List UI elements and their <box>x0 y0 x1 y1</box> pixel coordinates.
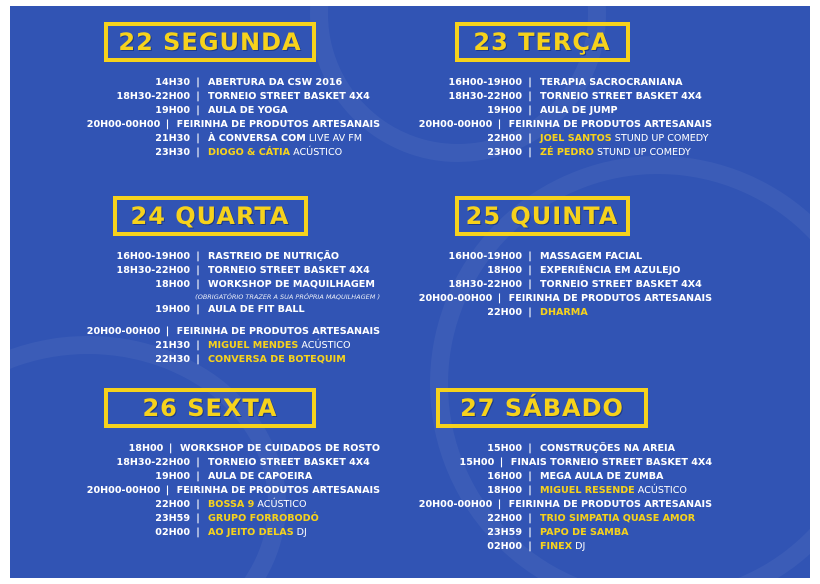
event-time: 20H00-00H00 <box>86 119 161 130</box>
event-row <box>40 484 380 498</box>
event-genre: LIVE AV FM <box>305 133 363 144</box>
event-genre: DJ <box>572 541 586 552</box>
event-time: 22H00 <box>487 513 522 524</box>
day-segunda <box>40 22 380 160</box>
event-row <box>372 512 712 526</box>
event-time: 20H00-00H00 <box>418 293 493 304</box>
event-title: FINAIS TORNEIO STREET BASKET 4X4 <box>510 457 712 468</box>
event-time: 18H00 <box>487 485 522 496</box>
event-time: 22H30 <box>155 354 190 365</box>
event-artist: MIGUEL MENDES <box>208 340 299 351</box>
event-activity <box>202 90 370 104</box>
event-row <box>40 442 380 456</box>
day-sabado <box>372 388 712 554</box>
event-row <box>372 76 712 90</box>
event-note <box>40 292 380 303</box>
separator: | <box>528 443 532 454</box>
event-title: À CONVERSA COM <box>208 133 306 144</box>
event-row <box>372 118 712 132</box>
event-list <box>40 250 380 367</box>
event-artist: CONVERSA DE BOTEQUIM <box>208 354 346 365</box>
event-title: EXPERIÊNCIA EM AZULEJO <box>540 265 681 276</box>
event-row <box>372 104 712 118</box>
event-time: 21H30 <box>155 133 190 144</box>
day-quarta <box>40 196 380 367</box>
event-activity <box>202 456 370 470</box>
separator: | <box>196 77 200 88</box>
event-time: 18H00 <box>487 265 522 276</box>
event-row <box>40 353 380 367</box>
separator: | <box>528 105 532 116</box>
separator: | <box>196 471 200 482</box>
separator: | <box>528 527 532 538</box>
event-row <box>372 292 712 306</box>
event-row <box>372 526 712 540</box>
event-row <box>40 278 380 292</box>
event-time: 18H30-22H00 <box>116 457 190 468</box>
event-row <box>372 442 712 456</box>
day-sexta <box>40 388 380 540</box>
event-activity <box>202 526 307 540</box>
event-title: FEIRINHA DE PRODUTOS ARTESANAIS <box>176 119 380 130</box>
separator: | <box>497 119 502 130</box>
event-activity <box>171 325 380 339</box>
event-artist: PAPO DE SAMBA <box>540 527 629 538</box>
separator: | <box>528 513 532 524</box>
event-activity <box>202 146 342 160</box>
day-title: 27 SÁBADO <box>436 388 648 428</box>
event-row <box>40 526 380 540</box>
event-title: TORNEIO STREET BASKET 4X4 <box>208 91 370 102</box>
event-genre: STUND UP COMEDY <box>611 133 709 144</box>
event-title: FEIRINHA DE PRODUTOS ARTESANAIS <box>176 485 380 496</box>
separator: | <box>165 326 170 337</box>
event-activity <box>171 118 380 132</box>
event-row <box>40 118 380 132</box>
separator: | <box>196 304 200 315</box>
event-artist: JOEL SANTOS <box>540 133 612 144</box>
event-row <box>40 104 380 118</box>
schedule-poster <box>10 6 810 578</box>
separator: | <box>196 147 200 158</box>
event-row <box>372 540 712 554</box>
event-time: 20H00-00H00 <box>418 119 493 130</box>
day-title: 24 QUARTA <box>113 196 308 236</box>
event-row <box>40 76 380 90</box>
event-time: 20H00-00H00 <box>86 485 161 496</box>
event-title: AULA DE FIT BALL <box>208 304 305 315</box>
event-artist: DHARMA <box>540 307 588 318</box>
event-activity <box>202 339 351 353</box>
event-time: 15H00 <box>459 457 495 468</box>
event-activity <box>202 353 346 367</box>
event-activity <box>202 132 362 146</box>
separator: | <box>165 485 170 496</box>
day-title: 23 TERÇA <box>455 22 630 62</box>
separator: | <box>528 133 532 144</box>
event-title: WORKSHOP DE MAQUILHAGEM <box>208 279 375 290</box>
event-list <box>372 76 712 160</box>
separator: | <box>196 91 200 102</box>
event-title: ABERTURA DA CSW 2016 <box>208 77 343 88</box>
day-title: 25 QUINTA <box>455 196 630 236</box>
event-row <box>40 512 380 526</box>
event-time: 19H00 <box>487 105 522 116</box>
separator: | <box>196 279 200 290</box>
event-title: MEGA AULA DE ZUMBA <box>540 471 664 482</box>
event-row <box>40 146 380 160</box>
separator: | <box>528 485 532 496</box>
separator: | <box>196 265 200 276</box>
separator: | <box>499 457 504 468</box>
event-genre: ACÚSTICO <box>290 147 343 158</box>
event-activity <box>202 470 312 484</box>
event-activity <box>534 484 687 498</box>
event-genre: ACÚSTICO <box>298 340 351 351</box>
event-time: 19H00 <box>155 471 190 482</box>
event-row <box>40 498 380 512</box>
separator: | <box>528 265 532 276</box>
separator: | <box>168 443 173 454</box>
event-time: 21H30 <box>155 340 190 351</box>
event-title: AULA DE CAPOEIRA <box>208 471 313 482</box>
event-row <box>372 306 712 320</box>
event-activity <box>503 118 712 132</box>
event-activity <box>171 484 380 498</box>
event-artist: FINEX <box>540 541 573 552</box>
event-row <box>40 339 380 353</box>
event-title: TORNEIO STREET BASKET 4X4 <box>540 91 702 102</box>
event-row <box>372 90 712 104</box>
event-time: 16H00-19H00 <box>116 251 190 262</box>
event-time: 16H00-19H00 <box>448 251 522 262</box>
event-artist: DIOGO & CÁTIA <box>208 147 291 158</box>
event-time: 20H00-00H00 <box>86 326 161 337</box>
event-activity <box>534 90 702 104</box>
event-row <box>40 264 380 278</box>
event-row <box>372 146 712 160</box>
separator: | <box>528 91 532 102</box>
event-artist: AO JEITO DELAS <box>208 527 294 538</box>
event-title: FEIRINHA DE PRODUTOS ARTESANAIS <box>508 499 712 510</box>
event-title: WORKSHOP DE CUIDADOS DE ROSTO <box>179 443 380 454</box>
event-row <box>40 325 380 339</box>
event-row <box>40 250 380 264</box>
event-artist: TRIO SIMPATIA QUASE AMOR <box>540 513 696 524</box>
separator: | <box>528 147 532 158</box>
separator: | <box>528 77 532 88</box>
event-time: 18H30-22H00 <box>448 91 522 102</box>
event-time: 16H00 <box>487 471 522 482</box>
event-time: 23H00 <box>487 147 522 158</box>
separator: | <box>196 105 200 116</box>
separator: | <box>196 133 200 144</box>
event-activity <box>202 76 342 90</box>
event-genre: ACÚSTICO <box>634 485 687 496</box>
separator: | <box>165 119 170 130</box>
event-activity <box>534 264 680 278</box>
event-activity <box>534 306 588 320</box>
event-activity <box>534 526 629 540</box>
separator: | <box>196 527 200 538</box>
event-title: FEIRINHA DE PRODUTOS ARTESANAIS <box>508 293 712 304</box>
event-activity <box>202 303 305 317</box>
event-row <box>372 484 712 498</box>
separator: | <box>528 279 532 290</box>
event-title: TORNEIO STREET BASKET 4X4 <box>540 279 702 290</box>
day-terca <box>372 22 712 160</box>
event-title: AULA DE JUMP <box>540 105 618 116</box>
separator: | <box>196 251 200 262</box>
event-list <box>40 442 380 540</box>
event-time: 23H59 <box>155 513 190 524</box>
event-row <box>40 90 380 104</box>
event-time: 19H00 <box>155 304 190 315</box>
event-time: 02H00 <box>487 541 522 552</box>
event-artist: ZÉ PEDRO <box>540 147 594 158</box>
event-time: 22H00 <box>487 133 522 144</box>
event-title: TORNEIO STREET BASKET 4X4 <box>208 457 370 468</box>
event-activity <box>202 278 375 292</box>
event-title: TORNEIO STREET BASKET 4X4 <box>208 265 370 276</box>
event-row <box>40 303 380 317</box>
event-row <box>40 456 380 470</box>
event-time: 18H30-22H00 <box>116 91 190 102</box>
event-activity <box>534 512 695 526</box>
event-row <box>372 470 712 484</box>
event-list <box>40 76 380 160</box>
event-time: 22H00 <box>155 499 190 510</box>
event-artist: MIGUEL RESENDE <box>540 485 635 496</box>
event-artist: GRUPO FORROBODÓ <box>208 513 319 524</box>
event-list <box>372 442 712 554</box>
separator: | <box>196 340 200 351</box>
event-note-text: (OBRIGATÓRIO TRAZER A SUA PRÓPRIA MAQUILHAGEM ) <box>195 293 380 301</box>
event-activity <box>503 498 712 512</box>
event-activity <box>202 264 370 278</box>
event-row <box>40 470 380 484</box>
event-time: 14H30 <box>155 77 190 88</box>
event-time: 18H00 <box>155 279 190 290</box>
event-artist: BOSSA 9 <box>208 499 255 510</box>
event-time: 18H30-22H00 <box>116 265 190 276</box>
event-title: CONSTRUÇÕES NA AREIA <box>540 443 676 454</box>
event-activity <box>202 498 307 512</box>
event-activity <box>534 278 702 292</box>
day-title: 22 SEGUNDA <box>104 22 316 62</box>
event-time: 23H30 <box>155 147 190 158</box>
event-activity <box>534 76 683 90</box>
event-row <box>372 456 712 470</box>
event-title: FEIRINHA DE PRODUTOS ARTESANAIS <box>176 326 380 337</box>
event-row <box>372 250 712 264</box>
event-time: 16H00-19H00 <box>448 77 522 88</box>
event-activity <box>202 250 339 264</box>
event-genre: STUND UP COMEDY <box>593 147 691 158</box>
event-time: 18H30-22H00 <box>448 279 522 290</box>
event-time: 20H00-00H00 <box>418 499 493 510</box>
separator: | <box>528 471 532 482</box>
event-activity <box>534 132 709 146</box>
event-activity <box>505 456 712 470</box>
event-time: 19H00 <box>155 105 190 116</box>
separator: | <box>528 541 532 552</box>
event-activity <box>202 104 288 118</box>
event-activity <box>534 146 691 160</box>
event-title: RASTREIO DE NUTRIÇÃO <box>208 251 340 262</box>
separator: | <box>528 251 532 262</box>
event-activity <box>202 512 319 526</box>
separator: | <box>528 307 532 318</box>
event-title: TERAPIA SACROCRANIANA <box>540 77 683 88</box>
event-row <box>40 317 380 325</box>
event-row <box>372 264 712 278</box>
separator: | <box>196 457 200 468</box>
event-activity <box>503 292 712 306</box>
event-time: 15H00 <box>487 443 522 454</box>
separator: | <box>196 354 200 365</box>
event-activity <box>534 540 585 554</box>
event-activity <box>534 250 642 264</box>
event-activity <box>174 442 380 456</box>
event-time: 18H00 <box>128 443 164 454</box>
event-list <box>372 250 712 320</box>
event-time: 23H59 <box>487 527 522 538</box>
separator: | <box>497 499 502 510</box>
event-row <box>372 278 712 292</box>
separator: | <box>497 293 502 304</box>
event-activity <box>534 470 663 484</box>
separator: | <box>196 513 200 524</box>
event-row <box>40 132 380 146</box>
event-activity <box>534 104 618 118</box>
day-quinta <box>372 196 712 320</box>
event-title: AULA DE YOGA <box>208 105 288 116</box>
event-time: 02H00 <box>155 527 190 538</box>
event-activity <box>534 442 675 456</box>
event-genre: ACÚSTICO <box>254 499 307 510</box>
event-title: MASSAGEM FACIAL <box>540 251 643 262</box>
event-row <box>372 132 712 146</box>
day-title: 26 SEXTA <box>104 388 316 428</box>
separator: | <box>196 499 200 510</box>
event-title: FEIRINHA DE PRODUTOS ARTESANAIS <box>508 119 712 130</box>
event-genre: DJ <box>293 527 307 538</box>
event-row <box>372 498 712 512</box>
event-time: 22H00 <box>487 307 522 318</box>
